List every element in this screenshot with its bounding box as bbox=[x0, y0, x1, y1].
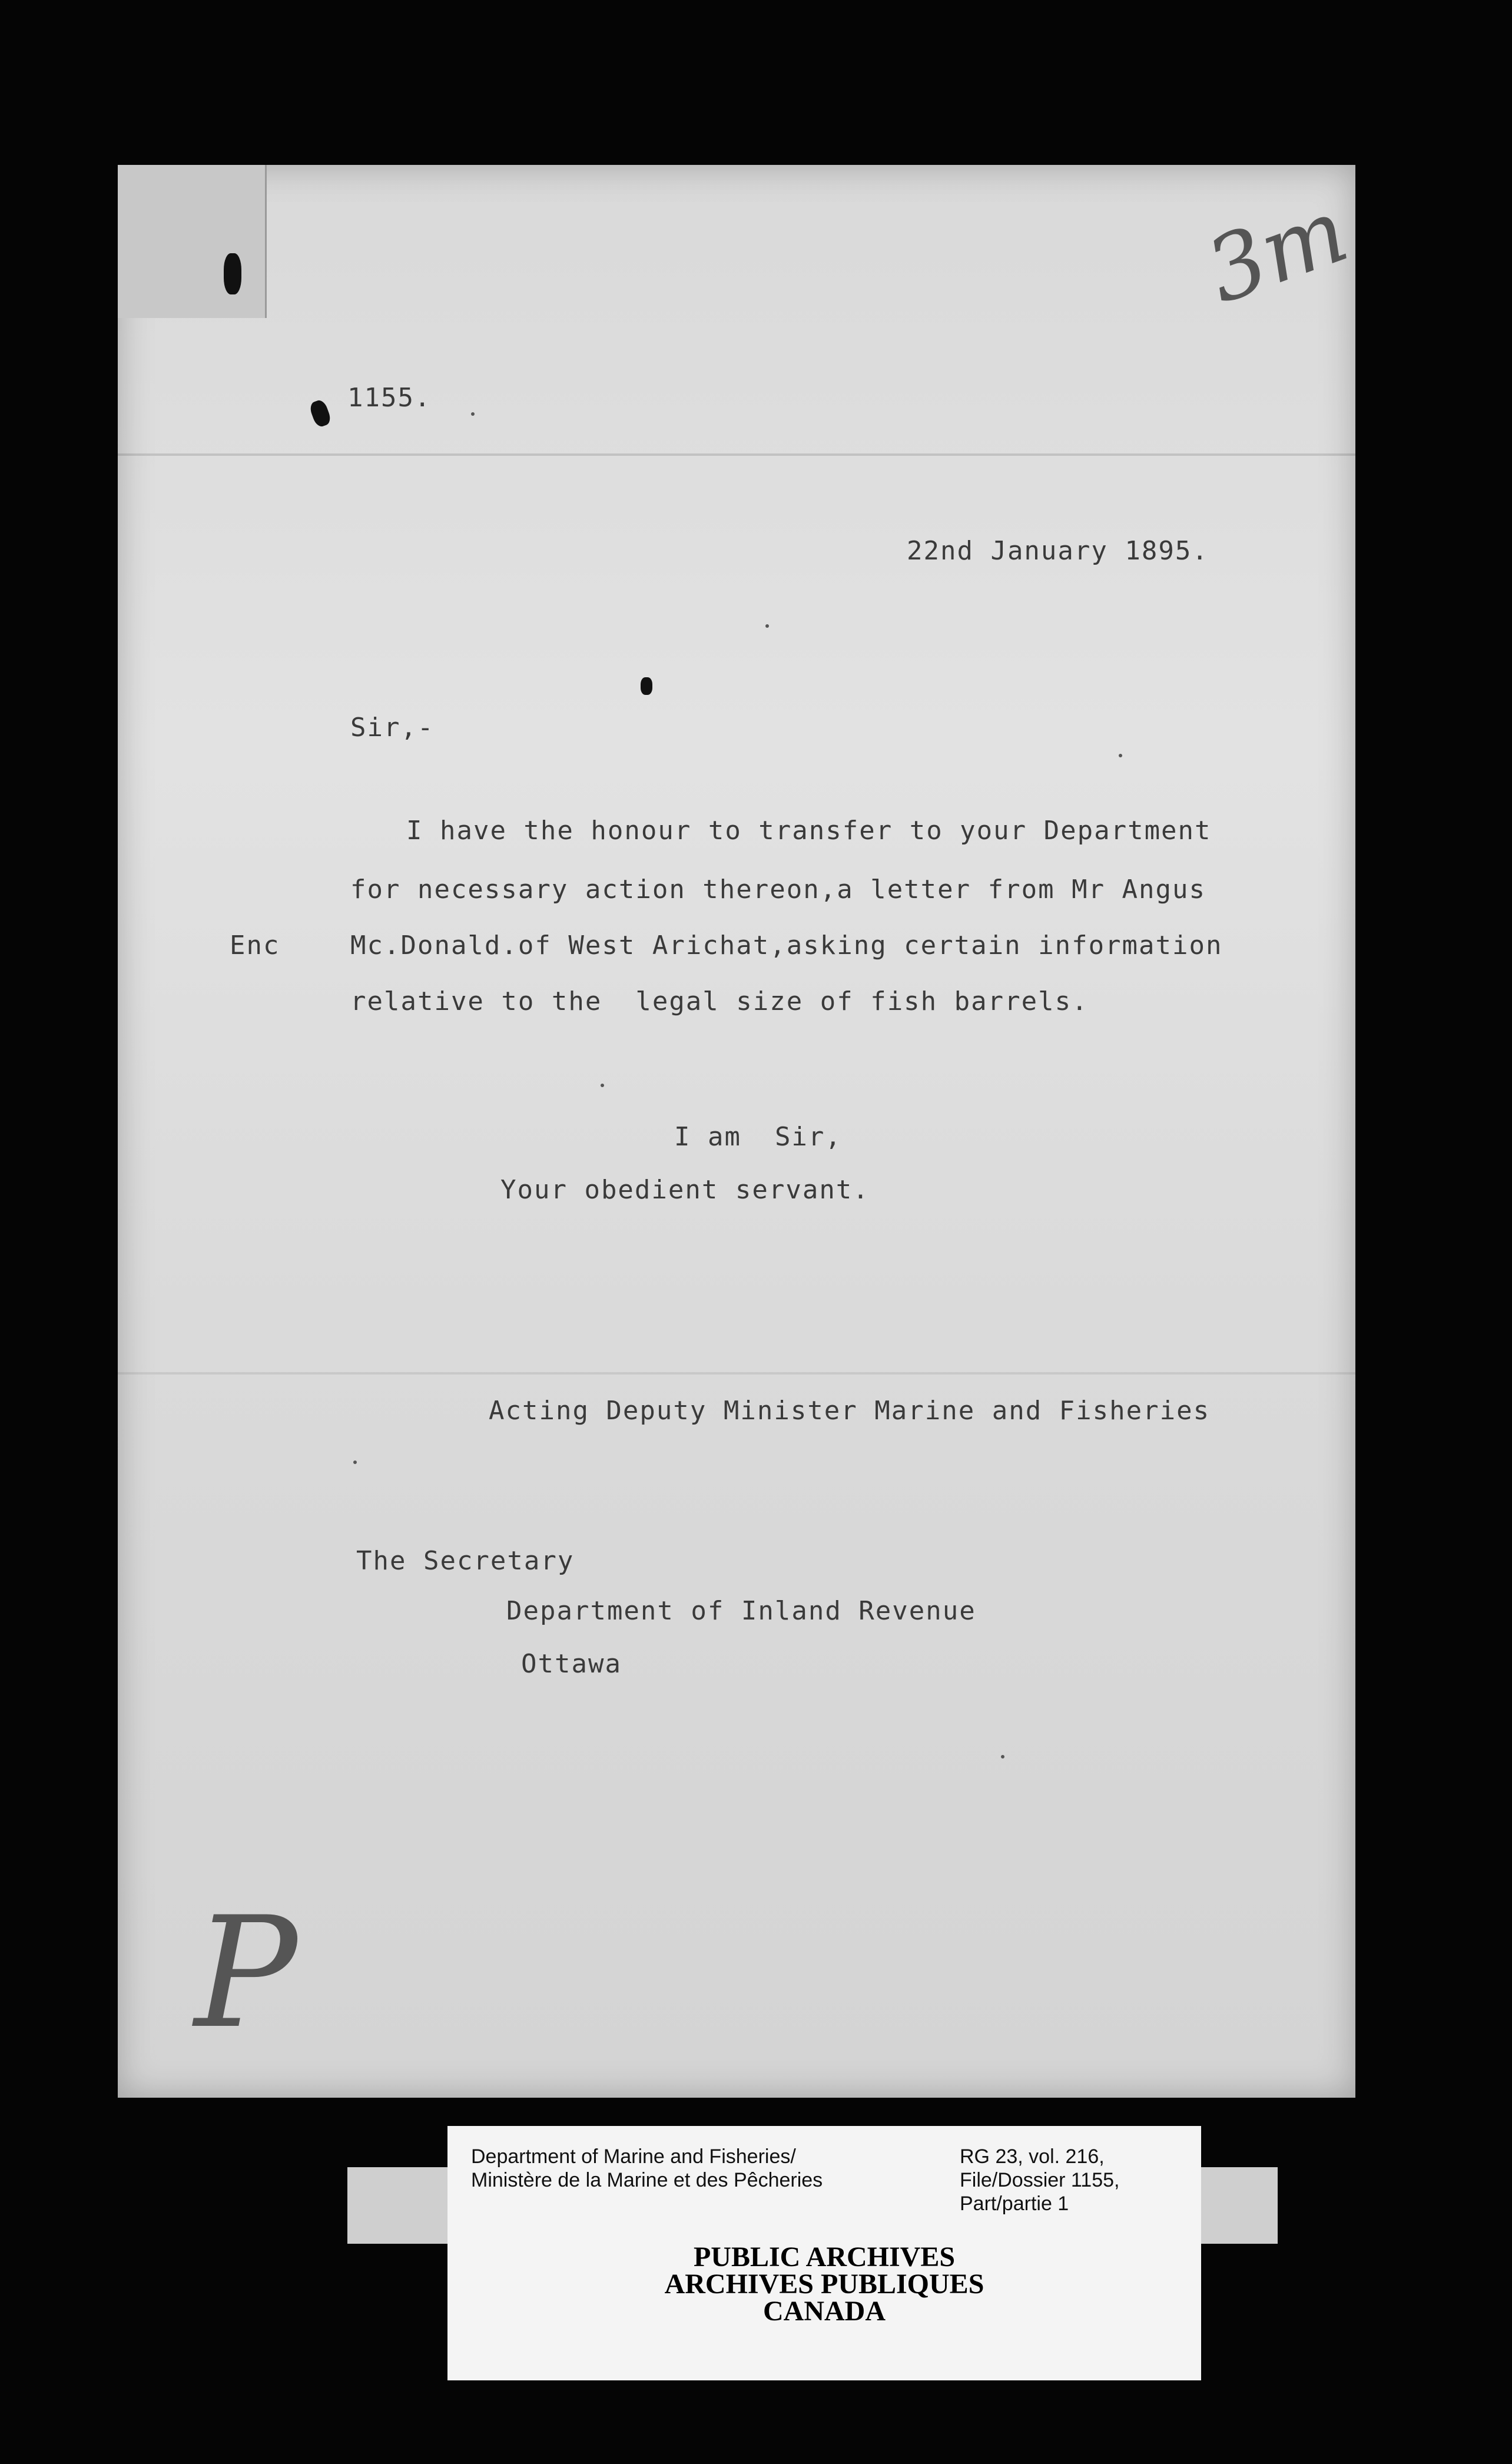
label-ref-line-1: RG 23, vol. 216, bbox=[960, 2145, 1105, 2168]
ink-blot bbox=[641, 677, 652, 695]
closing-line-1: I am Sir, bbox=[674, 1122, 842, 1152]
label-dept-english: Department of Marine and Fisheries/ bbox=[471, 2145, 796, 2168]
ink-blot bbox=[308, 399, 332, 429]
margin-note-enc: Enc bbox=[230, 930, 280, 961]
closing-line-2: Your obedient servant. bbox=[500, 1175, 870, 1205]
handwritten-mark-top-right: 3m bbox=[1193, 179, 1361, 324]
addressee-line-3: Ottawa bbox=[521, 1649, 622, 1679]
archives-title-line-2: ARCHIVES PUBLIQUES bbox=[664, 2268, 984, 2300]
label-ref-line-2: File/Dossier 1155, bbox=[960, 2169, 1120, 2191]
letter-date: 22nd January 1895. bbox=[907, 536, 1209, 566]
body-line-3: Mc.Donald.of West Arichat,asking certain information bbox=[350, 930, 1223, 961]
handwritten-mark-bottom-left: P bbox=[194, 1885, 297, 2062]
signature-title: Acting Deputy Minister Marine and Fisheries bbox=[489, 1396, 1211, 1426]
paper-speck bbox=[1001, 1755, 1004, 1758]
page-tab bbox=[118, 165, 267, 318]
letter-page bbox=[118, 165, 1361, 2098]
body-line-2: for necessary action thereon,a letter from Mr Angus bbox=[350, 875, 1206, 905]
paper-speck bbox=[601, 1084, 604, 1087]
addressee-line-1: The Secretary bbox=[356, 1546, 575, 1576]
paper-speck bbox=[765, 624, 769, 628]
addressee-line-2: Department of Inland Revenue bbox=[506, 1596, 976, 1626]
label-dept-french: Ministère de la Marine et des Pêcheries bbox=[471, 2169, 823, 2191]
archives-title-line-1: PUBLIC ARCHIVES bbox=[693, 2241, 956, 2273]
archive-label bbox=[447, 2126, 1201, 2380]
label-ref-line-3: Part/partie 1 bbox=[960, 2193, 1069, 2215]
body-line-4: relative to the legal size of fish barrels. bbox=[350, 986, 1089, 1016]
file-number: 1155. bbox=[347, 383, 432, 413]
archives-title-line-3: CANADA bbox=[763, 2296, 886, 2327]
ink-blot bbox=[224, 253, 241, 294]
paper-speck bbox=[353, 1460, 357, 1464]
body-line-1: I have the honour to transfer to your Department bbox=[406, 816, 1212, 846]
salutation: Sir,- bbox=[350, 713, 435, 743]
paper-speck bbox=[1119, 754, 1122, 757]
fold-line bbox=[118, 1372, 1355, 1375]
fold-line bbox=[118, 453, 1355, 456]
paper-speck bbox=[471, 412, 475, 416]
